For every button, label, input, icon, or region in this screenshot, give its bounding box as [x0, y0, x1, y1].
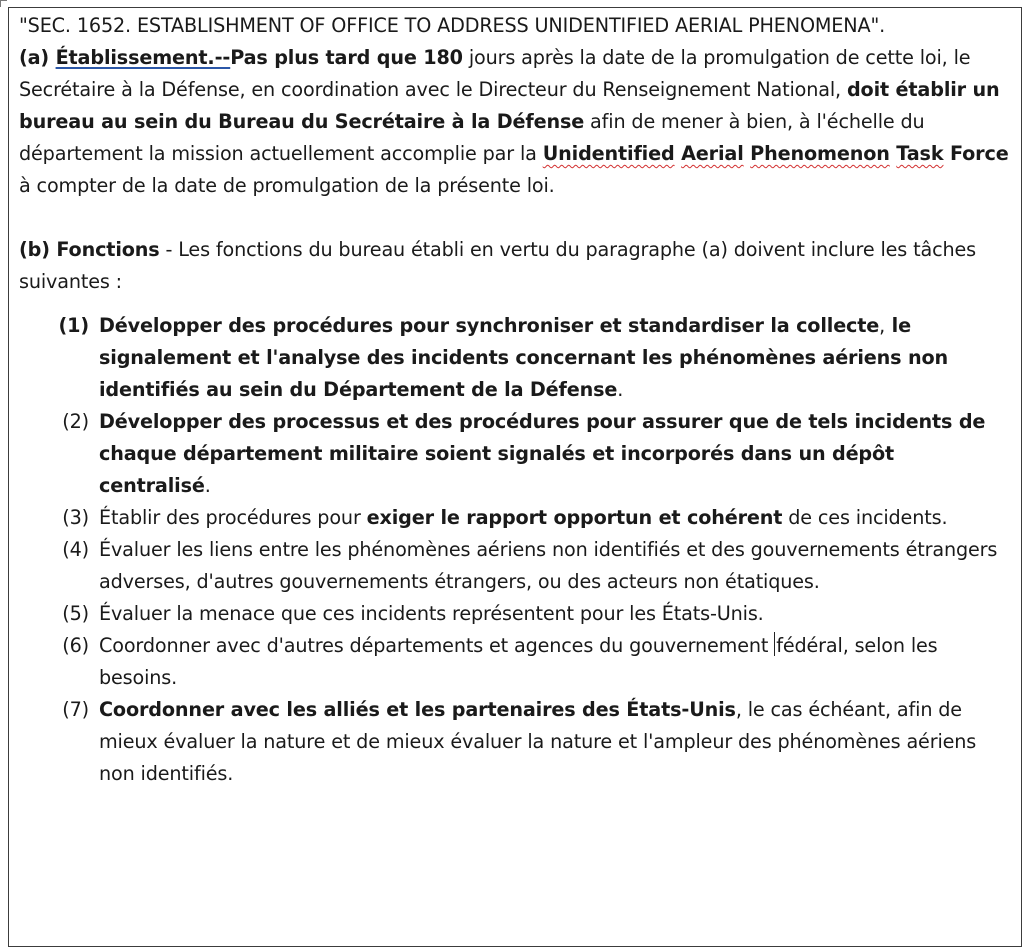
- list-item: [19, 694, 1011, 790]
- list-item-text: de ces incidents.: [782, 506, 948, 529]
- list-item-text: Évaluer les liens entre les phénomènes aériens non identifiés et des gouvernements étrangers adverses, d'autres gouvernements étrangers, ou des acteurs non étatiques.: [99, 538, 998, 593]
- list-item-bold: Coordonner avec les alliés et les partenaires des États-Unis: [99, 698, 736, 721]
- spell-word-aerial[interactable]: Aerial: [681, 142, 744, 165]
- list-item-text: , le cas échéant, afin de mieux évaluer la nature et de mieux évaluer la nature et l'ampleur des phénomènes aériens non identifiés.: [99, 698, 977, 785]
- paragraph-a: [19, 42, 1011, 202]
- section-heading: "SEC. 1652. ESTABLISHMENT OF OFFICE TO ADDRESS UNIDENTIFIED AERIAL PHENOMENA".: [19, 14, 886, 37]
- paragraph-b: [19, 234, 1011, 298]
- list-item: [19, 630, 1011, 694]
- list-item-text: fédéral, selon les besoins.: [99, 634, 938, 689]
- list-item-number: (1): [58, 314, 89, 337]
- list-item: [19, 406, 1011, 502]
- list-item-number: (4): [62, 538, 89, 561]
- list-item: [19, 502, 1011, 534]
- para-a-label: (a): [19, 46, 56, 69]
- list-item-number: (2): [62, 410, 89, 433]
- para-a-lead: Pas plus tard que 180: [230, 46, 463, 69]
- para-a-force: Force: [943, 142, 1009, 165]
- list-item-number: (6): [62, 634, 89, 657]
- document-body[interactable]: [19, 10, 1011, 790]
- list-item-text: .: [204, 474, 211, 497]
- list-item-bold: Développer des procédures pour synchroniser et standardiser la collecte: [99, 314, 880, 337]
- list-item: [19, 310, 1011, 406]
- para-a-title: Établissement.--: [55, 46, 231, 69]
- blank-line: [19, 202, 1011, 234]
- list-item-text: Coordonner avec d'autres départements et agences du gouvernement: [99, 634, 775, 657]
- para-a-bold-2: doit établir un bureau au sein du Bureau du Secrétaire à la Défense: [19, 78, 1000, 133]
- para-b-text: - Les fonctions du bureau établi en vertu du paragraphe (a) doivent inclure les tâches suivantes :: [19, 238, 976, 293]
- para-b-label: (b) Fonctions: [19, 238, 160, 261]
- list-item-text: .: [617, 378, 624, 401]
- spell-word-task[interactable]: Task: [896, 142, 944, 165]
- list-item-number: (7): [62, 698, 89, 721]
- list-item: [19, 534, 1011, 598]
- spell-word-unidentified[interactable]: Unidentified: [542, 142, 675, 165]
- para-a-text-1: jours après la date de la promulgation de cette loi, le Secrétaire à la Défense, en coordination avec le Directeur du Renseignement National,: [19, 46, 971, 101]
- list-item-number: (3): [62, 506, 89, 529]
- list-item-text: Évaluer la menace que ces incidents représentent pour les États-Unis.: [99, 602, 764, 625]
- list-item-text: ,: [879, 314, 886, 337]
- list-item-number: (5): [62, 602, 89, 625]
- list-item-bold: le signalement et l'analyse des incidents concernant les phénomènes aériens non identifiés au sein du Département de la Défense: [99, 314, 949, 401]
- corner-mark: [0, 0, 7, 7]
- spell-word-phenomenon[interactable]: Phenomenon: [750, 142, 890, 165]
- list-item-bold: exiger le rapport opportun et cohérent: [366, 506, 783, 529]
- functions-list: [19, 310, 1011, 790]
- list-item-text: Établir des procédures pour: [99, 506, 367, 529]
- list-item-bold: Développer des processus et des procédures pour assurer que de tels incidents de chaque département militaire soient signalés et incorporés dans un dépôt centralisé: [99, 410, 986, 497]
- para-a-text-3: à compter de la date de promulgation de la présente loi.: [19, 174, 555, 197]
- list-item: [19, 598, 1011, 630]
- para-a-text-2: afin de mener à bien, à l'échelle du département la mission actuellement accomplie par la: [19, 110, 925, 165]
